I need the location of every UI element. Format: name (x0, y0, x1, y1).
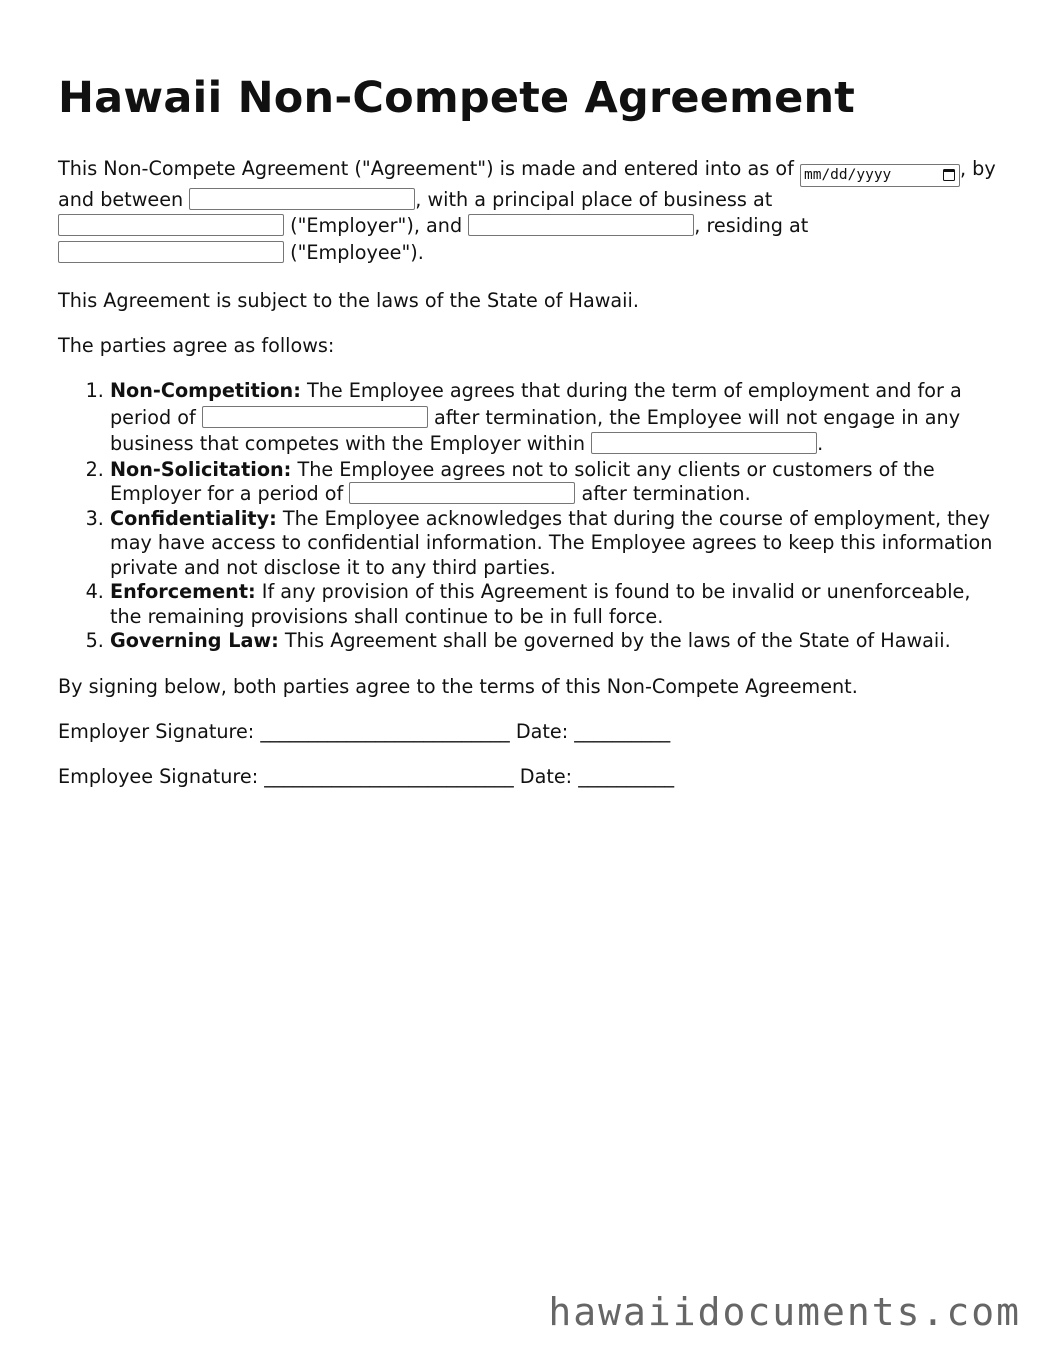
employer-address-input[interactable] (58, 214, 284, 236)
clause-non-competition (110, 378, 998, 458)
intro-text: , with a principal place of business at (415, 187, 773, 211)
clause-heading: Non-Solicitation: (110, 457, 292, 481)
clause-text: after termination, the Employee will not engage in any business that competes with the Employer within (110, 405, 961, 456)
clause-heading: Governing Law: (110, 629, 279, 653)
clause-text: The Employee agrees that during the term of employment and for a period of (110, 379, 962, 429)
clause-heading: Non-Competition: (110, 379, 301, 403)
date-placeholder: mm/dd/yyyy (803, 167, 892, 183)
clause-heading: Enforcement: (110, 580, 256, 604)
employee-name-input[interactable] (468, 214, 694, 236)
clause-list (58, 378, 998, 654)
clause-text: This Agreement shall be governed by the laws of the State of Hawaii. (284, 629, 951, 653)
page-title: Hawaii Non-Compete Agreement (58, 73, 856, 123)
clause-non-solicitation (110, 458, 998, 507)
watermark: hawaiidocuments.com (548, 1290, 1021, 1334)
parties-agree: The parties agree as follows: (58, 334, 335, 358)
intro-text: ("Employee"). (290, 240, 424, 264)
agreement-date-input[interactable] (800, 164, 960, 187)
employer-signature-line: Employer Signature: __________________________ Date: __________ (58, 719, 671, 743)
clause-heading: Confidentiality: (110, 506, 277, 530)
calendar-icon[interactable] (943, 169, 955, 181)
closing-statement: By signing below, both parties agree to the terms of this Non-Compete Agreement. (58, 674, 858, 698)
intro-text: , residing at (694, 214, 809, 238)
employee-address-input[interactable] (58, 241, 284, 263)
clause-text: . (817, 432, 824, 456)
employee-signature-line: Employee Signature: __________________________ Date: __________ (58, 764, 675, 788)
noncompete-area-input[interactable] (591, 432, 817, 454)
law-statement: This Agreement is subject to the laws of the State of Hawaii. (58, 289, 639, 313)
clause-text: The Employee agrees not to solicit any clients or customers of the Employer for a period of (110, 457, 935, 506)
intro-text: This Non-Compete Agreement ("Agreement") is made and entered into as of (58, 157, 794, 180)
noncompete-period-input[interactable] (202, 406, 428, 428)
clause-text: after termination. (581, 482, 751, 506)
clause-governing-law (110, 629, 998, 654)
clause-text: If any provision of this Agreement is found to be invalid or unenforceable, the remaining provisions shall continue to be in full force. (110, 580, 971, 628)
clause-enforcement (110, 580, 998, 629)
intro-text: , by and between (58, 157, 996, 211)
clause-text: The Employee acknowledges that during the course of employment, they may have access to confidential information. The Employee agrees to keep this information private and not disclose it to any third parties. (110, 506, 993, 579)
clause-confidentiality (110, 507, 998, 581)
intro-text: ("Employer"), and (290, 214, 463, 238)
employer-name-input[interactable] (189, 188, 415, 210)
intro-paragraph (58, 156, 998, 266)
nonsolicit-period-input[interactable] (349, 482, 575, 504)
document-page (58, 70, 998, 809)
